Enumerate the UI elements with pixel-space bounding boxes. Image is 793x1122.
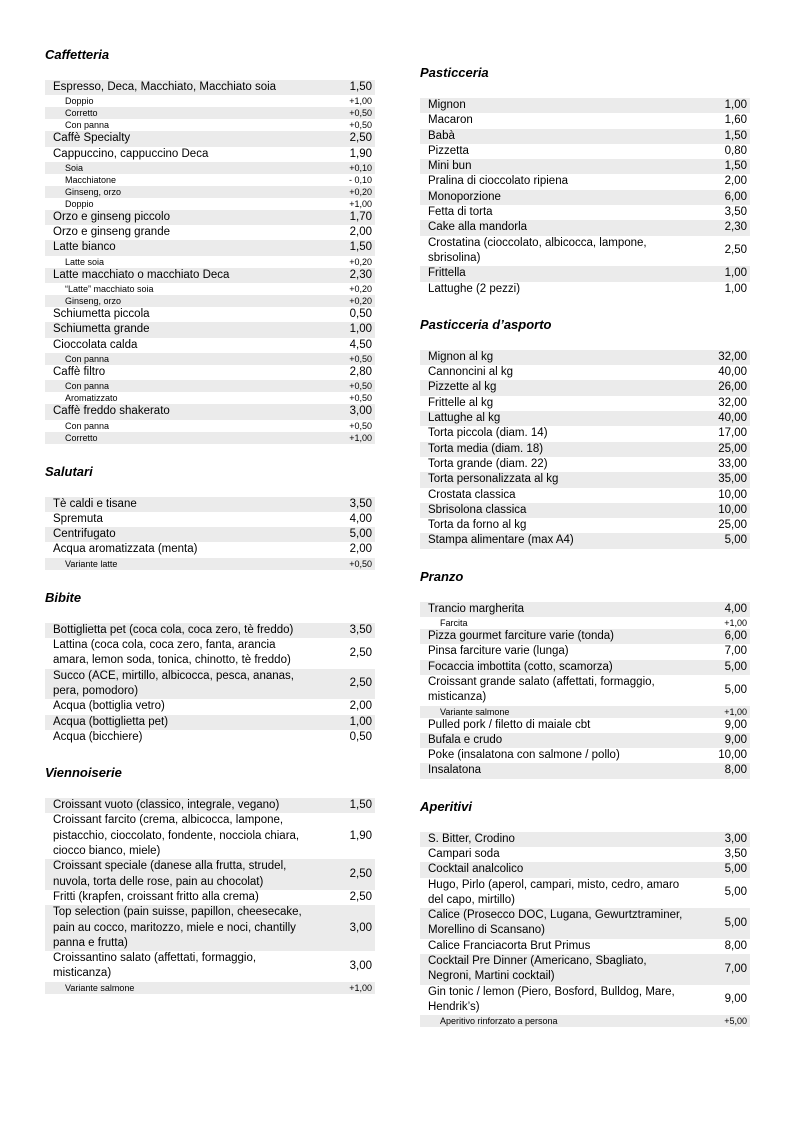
item-label: Aperitivo rinforzato a persona: [440, 1016, 558, 1027]
menu-column-right: [420, 48, 750, 1048]
menu-item-row: [420, 617, 750, 629]
item-price: +0,50: [349, 420, 372, 431]
item-price: 2,80: [349, 365, 372, 378]
item-label: Latte soia: [65, 256, 105, 267]
item-label: Bufala e crudo: [428, 733, 503, 746]
item-price: 1,90: [349, 147, 372, 160]
item-label: Espresso, Deca, Macchiato, Macchiato soia: [53, 81, 277, 93]
menu-item-row: [420, 266, 750, 281]
menu-item-row: [420, 862, 750, 877]
menu-item-row: [45, 338, 375, 353]
menu-item-row: [420, 908, 750, 939]
item-label: Torta media (diam. 18): [428, 442, 544, 455]
item-price: 32,00: [718, 350, 747, 363]
menu-section: [45, 48, 375, 444]
item-label: Caffè freddo shakerato: [53, 405, 170, 418]
item-price: 7,00: [724, 962, 747, 975]
item-price: 1,00: [724, 267, 747, 280]
menu-item-row: [45, 432, 375, 444]
price-table: [420, 602, 750, 779]
menu-item-row: [420, 518, 750, 533]
item-label: Lattughe al kg: [428, 412, 501, 425]
item-label: Farcita: [440, 618, 468, 629]
item-price: +0,10: [349, 162, 372, 173]
menu-item-row: [420, 472, 750, 487]
item-label: Con panna: [65, 420, 110, 431]
menu-item-row: [420, 832, 750, 847]
item-price: 3,50: [349, 623, 372, 636]
item-price: 3,00: [349, 959, 372, 972]
item-label: Sbrisolona classica: [428, 503, 527, 516]
item-price: 1,50: [349, 81, 372, 93]
menu-section: [45, 591, 375, 745]
menu-section: [45, 465, 375, 570]
item-label: Croissant speciale (danese alla frutta, strudel, nuvola, torta delle rose, pain au chocolat): [53, 860, 287, 888]
menu-item-row: [45, 80, 375, 95]
item-price: +0,50: [349, 558, 372, 569]
menu-item-row: [420, 733, 750, 748]
item-price: +0,50: [349, 381, 372, 392]
item-price: 1,60: [724, 114, 747, 127]
menu-item-row: [45, 890, 375, 905]
menu-column-left: [45, 48, 375, 1048]
item-price: 4,00: [349, 512, 372, 525]
menu-item-row: [420, 365, 750, 380]
item-price: 10,00: [718, 503, 747, 516]
item-label: Pulled pork / filetto di maiale cbt: [428, 718, 591, 731]
menu-item-row: [45, 240, 375, 255]
item-price: 5,00: [724, 683, 747, 696]
item-label: Cocktail Pre Dinner (Americano, Sbagliato, Negroni, Martini cocktail): [428, 955, 647, 983]
item-label: Schiumetta piccola: [53, 308, 150, 321]
item-label: Orzo e ginseng grande: [53, 226, 170, 239]
menu-item-row: [420, 144, 750, 159]
menu-item-row: [420, 457, 750, 472]
item-label: Mignon: [428, 99, 466, 111]
item-price: 26,00: [718, 381, 747, 394]
item-label: Mignon al kg: [428, 350, 494, 363]
menu-item-row: [420, 159, 750, 174]
item-label: Variante latte: [65, 558, 118, 569]
item-label: Orzo e ginseng piccolo: [53, 210, 170, 223]
menu-item-row: [420, 503, 750, 518]
item-price: 1,00: [349, 715, 372, 728]
menu-item-row: [45, 256, 375, 268]
item-price: +0,50: [349, 393, 372, 404]
item-label: Macaron: [428, 114, 473, 127]
menu-item-row: [45, 307, 375, 322]
item-label: Bottiglietta pet (coca cola, coca zero, tè freddo): [53, 623, 294, 636]
menu-item-row: [45, 119, 375, 131]
item-label: Cannoncini al kg: [428, 366, 514, 379]
menu-item-row: [45, 283, 375, 295]
menu-item-row: [45, 404, 375, 419]
item-label: Insalatona: [428, 764, 482, 777]
item-price: 3,00: [349, 921, 372, 934]
menu-item-row: [45, 322, 375, 337]
menu-item-row: [420, 282, 750, 297]
menu-item-row: [45, 107, 375, 119]
item-label: Caffè filtro: [53, 365, 106, 378]
item-label: Crostata classica: [428, 488, 516, 501]
item-price: 5,00: [724, 660, 747, 673]
item-price: 5,00: [349, 528, 372, 541]
menu-section: [420, 318, 750, 549]
item-label: Calice (Prosecco DOC, Lugana, Gewurtztraminer, Morellino di Scansano): [428, 909, 683, 937]
item-price: 2,50: [349, 890, 372, 903]
item-label: Pralina di cioccolato ripiena: [428, 175, 568, 188]
item-label: Corretto: [65, 108, 98, 119]
item-price: +1,00: [724, 706, 747, 717]
item-label: S. Bitter, Crodino: [428, 832, 515, 845]
menu-section: [420, 66, 750, 297]
item-label: Latte bianco: [53, 241, 116, 254]
section-title: Bibite: [45, 589, 82, 605]
item-label: Croissantino salato (affettati, formaggio, misticanza): [53, 952, 257, 980]
menu-item-row: [45, 859, 375, 890]
item-label: Succo (ACE, mirtillo, albicocca, pesca, ananas, pera, pomodoro): [53, 669, 294, 697]
section-title: Aperitivi: [420, 798, 473, 814]
item-label: Monoporzione: [428, 190, 501, 203]
menu-item-row: [45, 905, 375, 951]
item-price: 1,50: [724, 160, 747, 173]
menu-item-row: [45, 623, 375, 638]
menu-item-row: [45, 186, 375, 198]
item-price: 2,50: [724, 244, 747, 257]
item-label: Ginseng, orzo: [65, 186, 122, 197]
menu-item-row: [45, 527, 375, 542]
menu-item-row: [45, 512, 375, 527]
item-price: 4,00: [724, 602, 747, 615]
item-price: +1,00: [349, 982, 372, 993]
menu-item-row: [45, 497, 375, 512]
item-price: 40,00: [718, 366, 747, 379]
item-price: 1,50: [349, 799, 372, 812]
price-table: [420, 832, 750, 1028]
item-price: 2,00: [724, 175, 747, 188]
item-label: “Latte” macchiato soia: [65, 284, 154, 295]
item-price: 33,00: [718, 457, 747, 470]
item-label: Cioccolata calda: [53, 338, 138, 351]
item-label: Torta personalizzata al kg: [428, 473, 559, 486]
menu-item-row: [45, 982, 375, 994]
item-label: Campari soda: [428, 847, 500, 860]
item-price: 2,30: [349, 268, 372, 281]
item-label: Poke (insalatona con salmone / pollo): [428, 749, 620, 762]
item-price: 4,50: [349, 338, 372, 351]
item-price: 1,90: [349, 829, 372, 842]
menu-item-row: [420, 954, 750, 985]
menu-item-row: [420, 129, 750, 144]
menu-item-row: [420, 113, 750, 128]
item-price: +1,00: [349, 432, 372, 443]
item-price: 2,00: [349, 226, 372, 239]
menu-item-row: [45, 353, 375, 365]
item-label: Mini bun: [428, 160, 472, 173]
price-table: [45, 80, 375, 444]
item-label: Cappuccino, cappuccino Deca: [53, 147, 209, 160]
item-price: 7,00: [724, 645, 747, 658]
item-label: Spremuta: [53, 512, 103, 525]
item-price: 5,00: [724, 534, 747, 547]
item-price: +0,20: [349, 284, 372, 295]
menu-item-row: [420, 660, 750, 675]
item-price: 3,50: [724, 847, 747, 860]
item-price: 17,00: [718, 427, 747, 440]
item-label: Schiumetta grande: [53, 323, 150, 336]
item-label: Tè caldi e tisane: [53, 497, 137, 510]
item-price: +0,20: [349, 256, 372, 267]
item-price: 0,80: [724, 144, 747, 157]
item-price: +0,20: [349, 296, 372, 307]
item-label: Croissant vuoto (classico, integrale, vegano): [53, 799, 280, 812]
menu-item-row: [45, 174, 375, 186]
menu-item-row: [45, 951, 375, 982]
item-price: +5,00: [724, 1016, 747, 1027]
item-label: Lattina (coca cola, coca zero, fanta, arancia amara, lemon soda, tonica, chinotto, tè freddo): [53, 639, 291, 667]
menu-item-row: [420, 675, 750, 706]
menu-item-row: [45, 268, 375, 283]
menu-item-row: [45, 95, 375, 107]
item-label: Variante salmone: [440, 706, 510, 717]
item-label: Con panna: [65, 353, 110, 364]
menu-item-row: [45, 225, 375, 240]
item-label: Frittella: [428, 267, 466, 280]
item-label: Con panna: [65, 381, 110, 392]
item-label: Hugo, Pirlo (aperol, campari, misto, cedro, amaro del capo, mirtillo): [428, 878, 680, 906]
item-label: Torta grande (diam. 22): [428, 457, 548, 470]
item-label: Con panna: [65, 120, 110, 131]
item-label: Stampa alimentare (max A4): [428, 534, 574, 547]
item-label: Latte macchiato o macchiato Deca: [53, 268, 230, 281]
menu-item-row: [420, 488, 750, 503]
menu-item-row: [420, 644, 750, 659]
item-price: 3,50: [349, 497, 372, 510]
item-label: Cocktail analcolico: [428, 863, 524, 876]
item-price: 2,50: [349, 132, 372, 145]
menu-item-row: [420, 748, 750, 763]
item-label: Cake alla mandorla: [428, 221, 528, 234]
item-label: Crostatina (cioccolato, albicocca, lampone, sbrisolina): [428, 236, 647, 264]
menu-item-row: [420, 396, 750, 411]
menu-item-row: [45, 730, 375, 745]
item-price: 8,00: [724, 939, 747, 952]
item-price: +0,20: [349, 186, 372, 197]
item-price: - 0,10: [348, 174, 372, 185]
menu-item-row: [420, 426, 750, 441]
item-label: Calice Franciacorta Brut Primus: [428, 939, 591, 952]
section-title: Pasticceria: [420, 65, 489, 80]
menu-item-row: [420, 220, 750, 235]
section-title: Pasticceria d’asporto: [420, 316, 552, 332]
item-price: 0,50: [349, 730, 372, 743]
menu-section: [45, 766, 375, 994]
item-price: +0,50: [349, 108, 372, 119]
menu-item-row: [45, 392, 375, 404]
menu-item-row: [45, 162, 375, 174]
menu-section: [420, 800, 750, 1028]
item-label: Aromatizzato: [65, 393, 118, 404]
item-label: Doppio: [65, 198, 94, 209]
item-price: +0,50: [349, 120, 372, 131]
menu-item-row: [420, 442, 750, 457]
item-price: 5,00: [724, 886, 747, 899]
menu-item-row: [45, 365, 375, 380]
section-title: Viennoiserie: [45, 765, 122, 781]
menu-item-row: [45, 198, 375, 210]
menu-item-row: [45, 699, 375, 714]
menu-item-row: [420, 411, 750, 426]
menu-item-row: [45, 380, 375, 392]
item-label: Variante salmone: [65, 982, 135, 993]
item-price: 1,70: [349, 210, 372, 223]
menu-item-row: [420, 763, 750, 778]
menu-item-row: [45, 295, 375, 307]
menu-item-row: [45, 131, 375, 146]
menu-item-row: [420, 939, 750, 954]
item-price: +1,00: [349, 198, 372, 209]
item-label: Acqua aromatizzata (menta): [53, 543, 198, 556]
item-price: +1,00: [724, 618, 747, 629]
item-label: Trancio margherita: [428, 602, 525, 615]
item-price: 2,30: [724, 221, 747, 234]
item-price: 1,00: [724, 282, 747, 295]
item-label: Pinsa farciture varie (lunga): [428, 645, 569, 658]
menu-item-row: [420, 629, 750, 644]
item-label: Soia: [65, 162, 84, 173]
item-label: Ginseng, orzo: [65, 296, 122, 307]
price-table: [45, 798, 375, 994]
section-title: Caffetteria: [45, 47, 110, 62]
menu-item-row: [420, 985, 750, 1016]
item-label: Pizzetta: [428, 144, 469, 157]
item-label: Macchiatone: [65, 174, 117, 185]
item-label: Pizza gourmet farciture varie (tonda): [428, 630, 614, 643]
item-label: Croissant farcito (crema, albicocca, lampone, pistacchio, cioccolato, fondente, nocciola chiara, ciocco bianco, miele): [53, 814, 300, 858]
menu-item-row: [420, 602, 750, 617]
menu-item-row: [420, 878, 750, 909]
menu-item-row: [45, 147, 375, 162]
item-label: Croissant grande salato (affettati, formaggio, misticanza): [428, 675, 655, 704]
menu-item-row: [420, 205, 750, 220]
item-price: 1,50: [724, 129, 747, 142]
item-price: 40,00: [718, 412, 747, 425]
item-price: 10,00: [718, 749, 747, 762]
menu-item-row: [45, 542, 375, 557]
menu-item-row: [420, 1015, 750, 1027]
item-label: Torta piccola (diam. 14): [428, 427, 548, 440]
item-price: 2,00: [349, 543, 372, 556]
item-price: 8,00: [724, 764, 747, 777]
item-price: 25,00: [718, 519, 747, 532]
item-price: 32,00: [718, 396, 747, 409]
menu-item-row: [420, 718, 750, 733]
menu-item-row: [45, 638, 375, 669]
item-label: Torta da forno al kg: [428, 519, 527, 532]
menu-item-row: [420, 174, 750, 189]
item-price: 3,00: [349, 405, 372, 418]
menu-item-row: [45, 813, 375, 859]
menu-item-row: [45, 669, 375, 700]
menu-item-row: [45, 420, 375, 432]
item-label: Babà: [428, 129, 455, 142]
item-label: Lattughe (2 pezzi): [428, 282, 521, 295]
item-label: Acqua (bicchiere): [53, 730, 143, 743]
item-price: 2,00: [349, 700, 372, 713]
menu-item-row: [420, 847, 750, 862]
price-table: [45, 497, 375, 570]
item-price: 1,00: [349, 323, 372, 336]
item-price: 2,50: [349, 677, 372, 690]
price-table: [420, 350, 750, 549]
menu-item-row: [420, 706, 750, 718]
menu-item-row: [45, 798, 375, 813]
menu-item-row: [420, 350, 750, 365]
menu-item-row: [45, 558, 375, 570]
item-price: 3,50: [724, 206, 747, 219]
item-price: 6,00: [724, 190, 747, 203]
item-label: Focaccia imbottita (cotto, scamorza): [428, 660, 613, 673]
item-label: Caffè Specialty: [53, 132, 131, 145]
menu-item-row: [420, 533, 750, 548]
item-price: +0,50: [349, 353, 372, 364]
item-label: Fritti (krapfen, croissant fritto alla crema): [53, 890, 259, 903]
item-price: 3,00: [724, 832, 747, 845]
item-label: Acqua (bottiglietta pet): [53, 715, 169, 728]
price-table: [420, 98, 750, 297]
item-price: 6,00: [724, 630, 747, 643]
menu-item-row: [420, 380, 750, 395]
menu-item-row: [420, 190, 750, 205]
item-price: 9,00: [724, 718, 747, 731]
section-title: Salutari: [45, 463, 93, 479]
item-label: Centrifugato: [53, 528, 116, 541]
item-price: 5,00: [724, 863, 747, 876]
item-label: Top selection (pain suisse, papillon, cheesecake, pain au cocco, maritozzo, miele e noci, chantilly panna e frutta): [53, 906, 302, 949]
item-price: 2,50: [349, 646, 372, 659]
item-price: +1,00: [349, 96, 372, 107]
item-label: Gin tonic / lemon (Piero, Bosford, Bulldog, Mare, Hendrik’s): [428, 985, 675, 1013]
item-price: 35,00: [718, 473, 747, 486]
item-label: Corretto: [65, 432, 98, 443]
item-price: 9,00: [724, 993, 747, 1006]
item-label: Fetta di torta: [428, 206, 493, 219]
item-price: 1,00: [724, 99, 747, 111]
item-price: 10,00: [718, 488, 747, 501]
item-label: Acqua (bottiglia vetro): [53, 700, 165, 713]
item-price: 1,50: [349, 241, 372, 254]
menu-item-row: [420, 98, 750, 113]
menu-item-row: [420, 236, 750, 267]
section-title: Pranzo: [420, 568, 464, 584]
item-price: 2,50: [349, 867, 372, 880]
menu-section: [420, 570, 750, 779]
item-price: 0,50: [349, 308, 372, 321]
item-price: 9,00: [724, 733, 747, 746]
menu-item-row: [45, 715, 375, 730]
item-label: Frittelle al kg: [428, 396, 494, 409]
item-price: 25,00: [718, 442, 747, 455]
price-table: [45, 623, 375, 745]
item-price: 5,00: [724, 916, 747, 929]
menu-item-row: [45, 210, 375, 225]
item-label: Doppio: [65, 96, 94, 107]
item-label: Pizzette al kg: [428, 381, 497, 394]
